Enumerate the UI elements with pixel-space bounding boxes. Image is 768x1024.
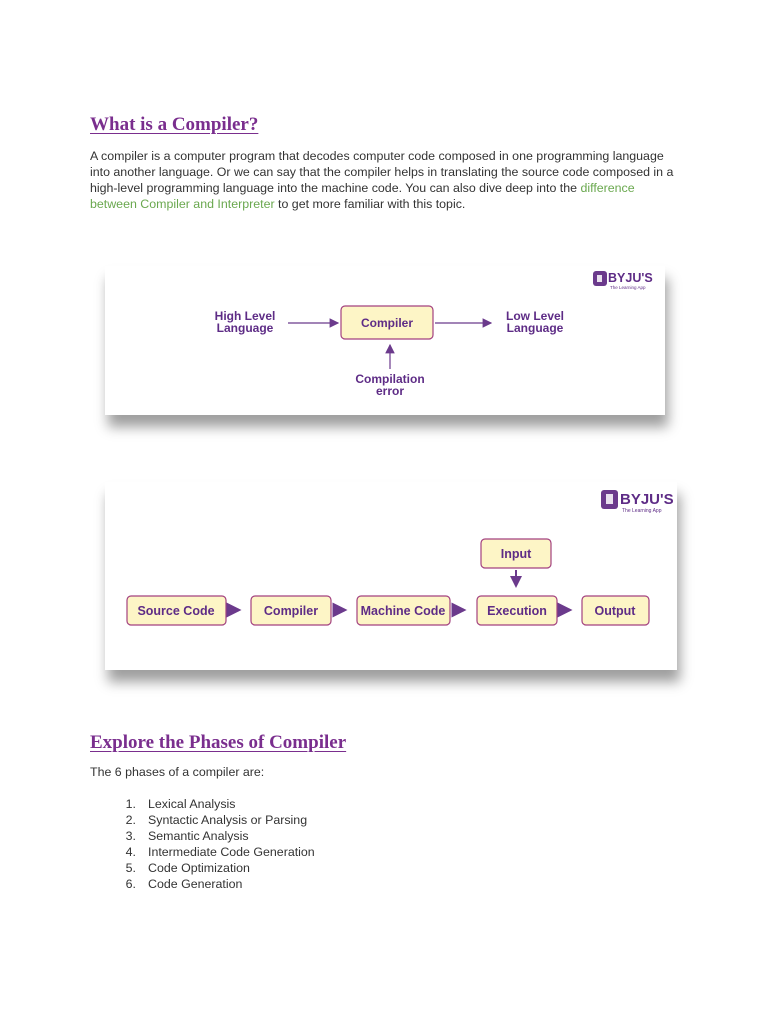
list-item	[90, 812, 315, 828]
byjus-logo-2-tagline: The Learning App	[622, 508, 662, 514]
compiler-diagram	[105, 266, 665, 415]
intro-paragraph	[90, 148, 680, 212]
phase-number: 3.	[125, 829, 136, 843]
byjus-logo-2	[601, 490, 674, 514]
execution-flow-svg	[105, 482, 677, 670]
phase-number: 2.	[125, 813, 136, 827]
phase-label: Code Optimization	[148, 861, 250, 875]
phase-number: 5.	[125, 861, 136, 875]
compiler-box-label: Compiler	[360, 316, 414, 330]
byjus-logo	[593, 271, 653, 290]
phase-number: 6.	[125, 877, 136, 891]
phases-list	[90, 796, 315, 892]
list-item	[90, 828, 315, 844]
input-box-label: Input	[500, 547, 532, 561]
low-level-language-label-2: Language	[506, 321, 564, 335]
phase-label: Syntactic Analysis or Parsing	[148, 813, 308, 827]
byjus-logo-tagline: The Learning App	[610, 285, 646, 290]
byjus-logo-text: BYJU'S	[608, 271, 653, 285]
heading-phases-of-compiler: Explore the Phases of Compiler	[90, 732, 347, 753]
difference-link[interactable]: difference between Compiler and Interpreter	[90, 181, 635, 211]
compilation-error-label-1: Compilation	[355, 372, 425, 386]
machine-code-label: Machine Code	[360, 604, 446, 618]
phase-number: 1.	[125, 797, 136, 811]
high-level-language-label-2: Language	[216, 321, 274, 335]
list-item	[90, 860, 315, 876]
list-item	[90, 876, 315, 892]
phase-label: Lexical Analysis	[148, 797, 236, 811]
low-level-language-label-1: Low Level	[505, 309, 565, 323]
phase-label: Intermediate Code Generation	[148, 845, 315, 859]
execution-label: Execution	[487, 604, 547, 618]
phase-number: 4.	[125, 845, 136, 859]
intro-text-end: to get more familiar with this topic.	[274, 197, 466, 211]
compiler-label-2: Compiler	[263, 604, 319, 618]
intro-text-start: A compiler is a computer program that decodes computer code composed in one programming language into another language. Or we can say that the compiler helps in translating the source code composed in a high-level programming language into the machine code. You can also dive deep into the	[90, 149, 674, 195]
phase-label: Semantic Analysis	[148, 829, 249, 843]
source-code-label: Source Code	[137, 604, 215, 618]
output-label: Output	[594, 604, 636, 618]
high-level-language-label-1: High Level	[214, 309, 276, 323]
phase-label: Code Generation	[148, 877, 243, 891]
heading-what-is-compiler: What is a Compiler?	[90, 114, 259, 135]
compiler-diagram-svg	[105, 266, 665, 415]
list-item	[90, 796, 315, 812]
byjus-logo-2-text: BYJU'S	[620, 491, 674, 508]
execution-flow-diagram	[105, 482, 677, 670]
compilation-error-label-2: error	[375, 384, 405, 398]
phases-intro: The 6 phases of a compiler are:	[90, 765, 265, 779]
list-item	[90, 844, 315, 860]
